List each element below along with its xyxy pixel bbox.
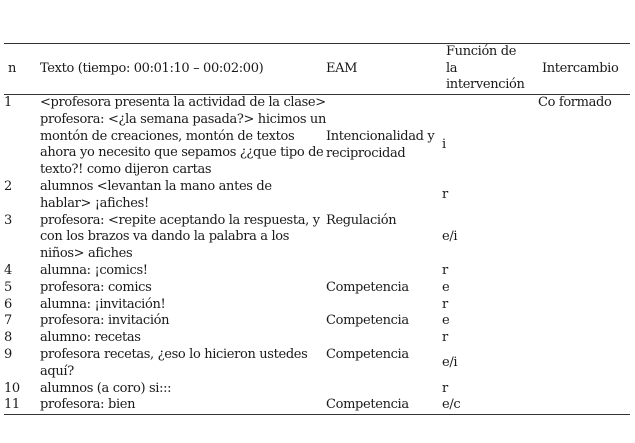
row-funcion: e/c <box>442 397 461 413</box>
row-texto: alumno: recetas <box>40 330 141 346</box>
row-funcion: r <box>442 262 448 278</box>
header-funcion <box>442 44 538 95</box>
table-body <box>4 95 630 415</box>
row-texto: profesora: bien <box>40 397 136 413</box>
intercambio-cell: Co formado <box>538 95 612 110</box>
row-texto: alumna: ¡invitación! <box>40 296 166 312</box>
row-funcion: e <box>442 313 450 329</box>
row-eam: Intencionalidad y reciprocidad <box>326 129 435 161</box>
row-texto: profesora: <repite aceptando la respuesta, y con los brazos va dando la palabra a los niños> afiches <box>40 212 320 262</box>
row-texto: alumnos (a coro) si::: <box>40 380 172 396</box>
row-texto: profesora: invitación <box>40 313 170 329</box>
row-texto: <profesora presenta la actividad de la clase> profesora: <¿la semana pasada?> hicimos un montón de creaciones, montón de textos ahora yo necesito que sepamos ¿¿que tipo de texto?! como dijeron cartas <box>40 95 326 178</box>
row-number: 9 <box>4 346 12 362</box>
header-funcion-line3: intervención <box>446 77 525 93</box>
row-number: 3 <box>4 212 12 228</box>
header-eam: EAM <box>326 60 358 76</box>
row-eam: Competencia <box>326 313 409 329</box>
header-texto: Texto (tiempo: 00:01:10 – 00:02:00) <box>40 60 264 76</box>
row-eam: Competencia <box>326 397 409 413</box>
table-row <box>4 313 630 330</box>
row-funcion: e/i <box>442 229 458 245</box>
row-number: 8 <box>4 330 12 346</box>
table-row <box>4 213 630 263</box>
transcript-table <box>4 43 630 415</box>
row-funcion: e/i <box>442 355 458 371</box>
row-funcion: r <box>442 296 448 312</box>
row-funcion: e <box>442 279 450 295</box>
row-eam <box>326 381 442 398</box>
row-eam <box>326 297 442 314</box>
table-row <box>4 330 630 347</box>
row-number: 10 <box>4 380 20 396</box>
row-number: 1 <box>4 95 12 110</box>
table-row <box>4 280 630 297</box>
row-number: 11 <box>4 397 20 413</box>
table-header <box>4 44 630 95</box>
header-funcion-line2: la <box>446 60 458 76</box>
table-row <box>4 179 630 213</box>
row-funcion: r <box>442 380 448 396</box>
table-row <box>4 347 630 381</box>
table-row <box>4 297 630 314</box>
table-row <box>4 95 630 179</box>
row-texto: alumna: ¡comics! <box>40 262 148 278</box>
row-eam <box>326 263 442 280</box>
row-number: 7 <box>4 313 12 329</box>
row-eam <box>326 179 442 213</box>
row-number: 5 <box>4 279 12 295</box>
row-eam: Competencia <box>326 346 409 362</box>
row-texto: alumnos <levantan la mano antes de hablar> ¡afiches! <box>40 178 272 211</box>
row-texto: profesora: comics <box>40 279 152 295</box>
header-funcion-line1: Función de <box>446 44 517 60</box>
header-intercambio: Intercambio <box>542 60 619 76</box>
row-funcion: r <box>442 330 448 346</box>
table-row <box>4 263 630 280</box>
row-number: 2 <box>4 178 12 194</box>
row-eam <box>326 330 442 347</box>
row-eam: Regulación <box>326 212 397 228</box>
header-n: n <box>8 60 17 76</box>
row-funcion: i <box>442 137 446 152</box>
row-texto: profesora recetas, ¿eso lo hicieron ustedes aquí? <box>40 346 308 379</box>
table-row <box>4 397 630 414</box>
row-funcion: r <box>442 187 448 203</box>
table-row <box>4 381 630 398</box>
row-number: 4 <box>4 262 12 278</box>
row-eam: Competencia <box>326 279 409 295</box>
row-number: 6 <box>4 296 12 312</box>
